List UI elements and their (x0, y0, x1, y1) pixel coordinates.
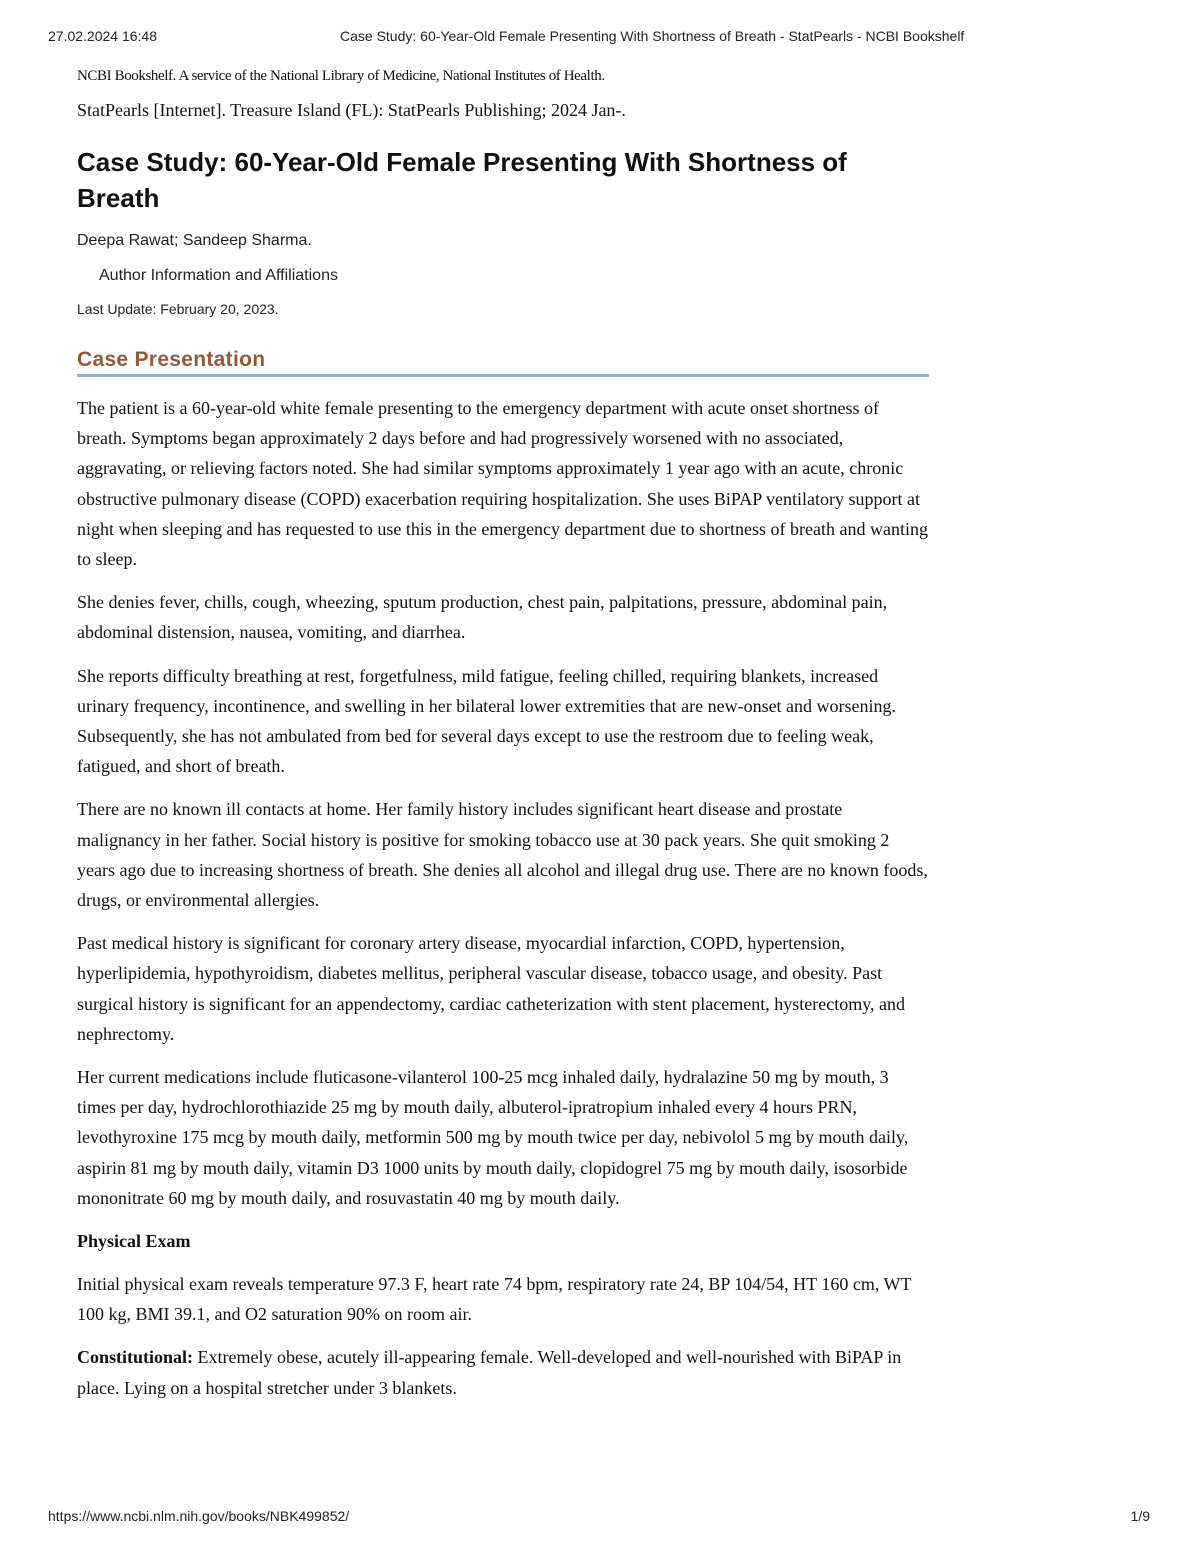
paragraph: There are no known ill contacts at home. Her family history includes significant heart disease and prostate malignancy in her father. Social history is positive for smoking tobacco use at 30 pack years. She quit smoking 2 years ago due to increasing shortness of breath. She denies all alcohol and illegal drug use. There are no known foods, drugs, or environmental allergies. (77, 799, 928, 911)
page-number: 1/9 (1130, 1508, 1150, 1524)
article-title: Case Study: 60-Year-Old Female Presenting With Shortness of Breath (77, 147, 847, 213)
paragraph: Her current medications include fluticasone-vilanterol 100-25 mcg inhaled daily, hydralazine 50 mg by mouth, 3 times per day, hydrochlorothiazide 25 mg by mouth daily, albuterol-ipratropium inhaled every 4 hours PRN, levothyroxine 175 mcg by mouth daily, metformin 500 mg by mouth twice per day, nebivolol 5 mg by mouth daily, aspirin 81 mg by mouth daily, vitamin D3 1000 units by mouth daily, clopidogrel 75 mg by mouth daily, isosorbide mononitrate 60 mg by mouth daily, and rosuvastatin 40 mg by mouth daily. (77, 1067, 909, 1208)
physical-exam-heading: Physical Exam (77, 1231, 191, 1252)
print-datetime: 27.02.2024 16:48 (48, 28, 157, 44)
author-info-link[interactable]: Author Information and Affiliations (99, 267, 338, 284)
print-header (48, 28, 1150, 48)
paragraph: She denies fever, chills, cough, wheezing, sputum production, chest pain, palpitations, pressure, abdominal pain, abdominal distension, nausea, vomiting, and diarrhea. (77, 592, 888, 643)
bookshelf-banner: NCBI Bookshelf. A service of the National Library of Medicine, National Institutes of Health. (77, 68, 605, 84)
last-update: Last Update: February 20, 2023. (77, 301, 279, 317)
constitutional-text: Extremely obese, acutely ill-appearing female. Well-developed and well-nourished with BiPAP in place. Lying on a hospital stretcher under 3 blankets. (77, 1347, 902, 1398)
constitutional-paragraph (77, 1342, 929, 1402)
paragraph: The patient is a 60-year-old white female presenting to the emergency department with acute onset shortness of breath. Symptoms began approximately 2 days before and had progressively worsened with no associated, aggravating, or relieving factors noted. She had similar symptoms approximately 1 year ago with an acute, chronic obstructive pulmonary disease (COPD) exacerbation requiring hospitalization. She uses BiPAP ventilatory support at night when sleeping and has requested to use this in the emergency department due to shortness of breath and wanting to sleep. (77, 398, 928, 570)
physical-exam-initial: Initial physical exam reveals temperature 97.3 F, heart rate 74 bpm, respiratory rate 24, BP 104/54, HT 160 cm, WT 100 kg, BMI 39.1, and O2 saturation 90% on room air. (77, 1274, 912, 1325)
authors: Deepa Rawat; Sandeep Sharma. (77, 232, 312, 249)
print-page-title: Case Study: 60-Year-Old Female Presenting With Shortness of Breath - StatPearls - NCBI Bookshelf (340, 28, 965, 44)
print-footer (48, 1508, 1150, 1528)
article-content (77, 66, 929, 1416)
citation: StatPearls [Internet]. Treasure Island (FL): StatPearls Publishing; 2024 Jan-. (77, 100, 626, 120)
paragraph: She reports difficulty breathing at rest, forgetfulness, mild fatigue, feeling chilled, requiring blankets, increased urinary frequency, incontinence, and swelling in her bilateral lower extremities that are new-onset and worsening. Subsequently, she has not ambulated from bed for several days except to use the restroom due to feeling weak, fatigued, and short of breath. (77, 665, 897, 777)
paragraph: Past medical history is significant for coronary artery disease, myocardial infarction, COPD, hypertension, hyperlipidemia, hypothyroidism, diabetes mellitus, peripheral vascular disease, tobacco usage, and obesity. Past surgical history is significant for an appendectomy, cardiac catheterization with stent placement, hysterectomy, and nephrectomy. (77, 933, 906, 1044)
section-heading: Case Presentation (77, 347, 929, 377)
constitutional-label: Constitutional: (77, 1347, 194, 1368)
page-url: https://www.ncbi.nlm.nih.gov/books/NBK499852/ (48, 1508, 350, 1524)
